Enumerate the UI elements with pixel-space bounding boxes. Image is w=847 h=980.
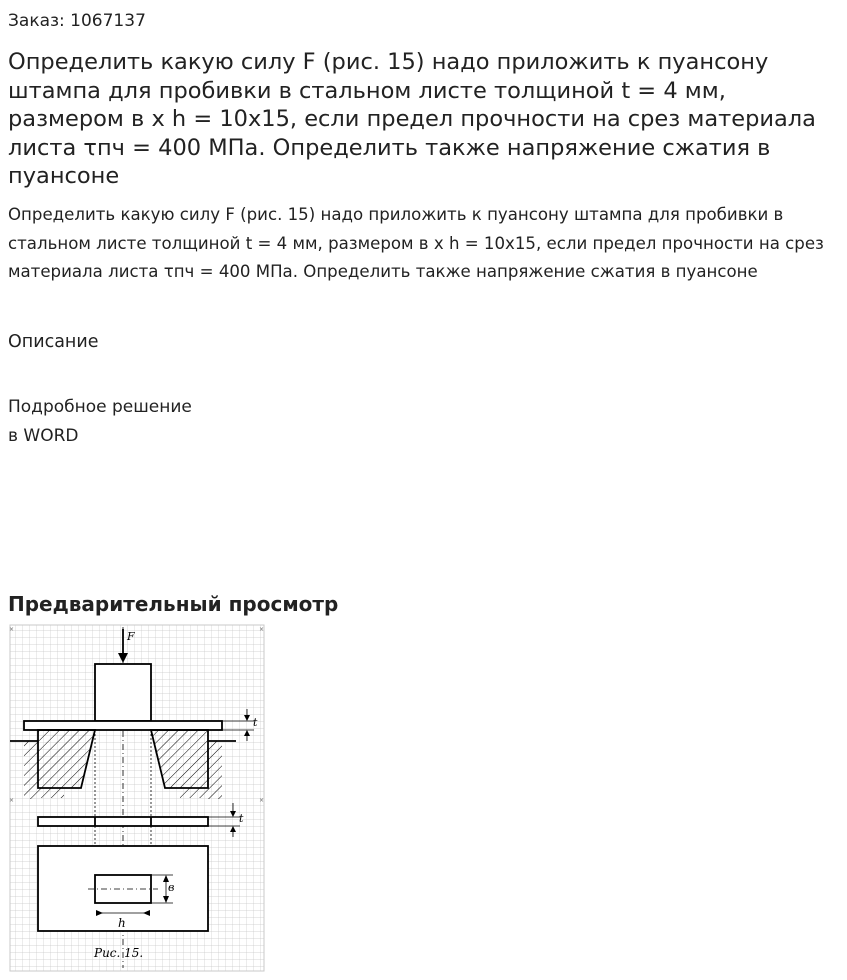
die-outer-left [24,741,38,799]
task-title: Определить какую силу F (рис. 15) надо приложить к пуансону штампа для пробивки в стальном листе толщиной t = 4 мм, размером в х h = 10х15, если предел прочности на срез материала листа τпч = 400 МПа. Определить также напряжение сжатия в пуансоне [8,49,816,189]
figure-caption: Рис. 15. [94,946,144,960]
svg-text:×: × [9,797,15,804]
thickness-label-bottom: t [239,812,244,825]
width-label: в [168,881,175,894]
task-description: Определить какую силу F (рис. 15) надо приложить к пуансону штампа для пробивки в стальном листе толщиной t = 4 мм, размером в х h = 10х15, если предел прочности на срез материала листа τпч = 400 МПа. Определить также напряжение сжатия в пуансоне [8,205,824,281]
svg-text:×: × [259,797,265,804]
solution-line-1: Подробное решение [8,397,192,417]
punch [95,664,151,721]
preview-heading: Предварительный просмотр [8,592,339,616]
thickness-label-top: t [253,716,258,729]
sheet-top [24,721,222,730]
force-label: F [127,630,135,643]
punch-diagram [8,623,266,973]
description-heading: Описание [8,332,99,352]
die-outer-right [208,741,222,799]
solution-line-2: в WORD [8,425,79,446]
order-number: Заказ: 1067137 [8,11,146,31]
preview-image[interactable] [8,623,266,973]
sheet-side-view [38,817,208,826]
svg-text:×: × [259,626,265,633]
svg-text:×: × [9,626,15,633]
height-label: h [118,916,126,930]
solution-info [8,393,192,450]
